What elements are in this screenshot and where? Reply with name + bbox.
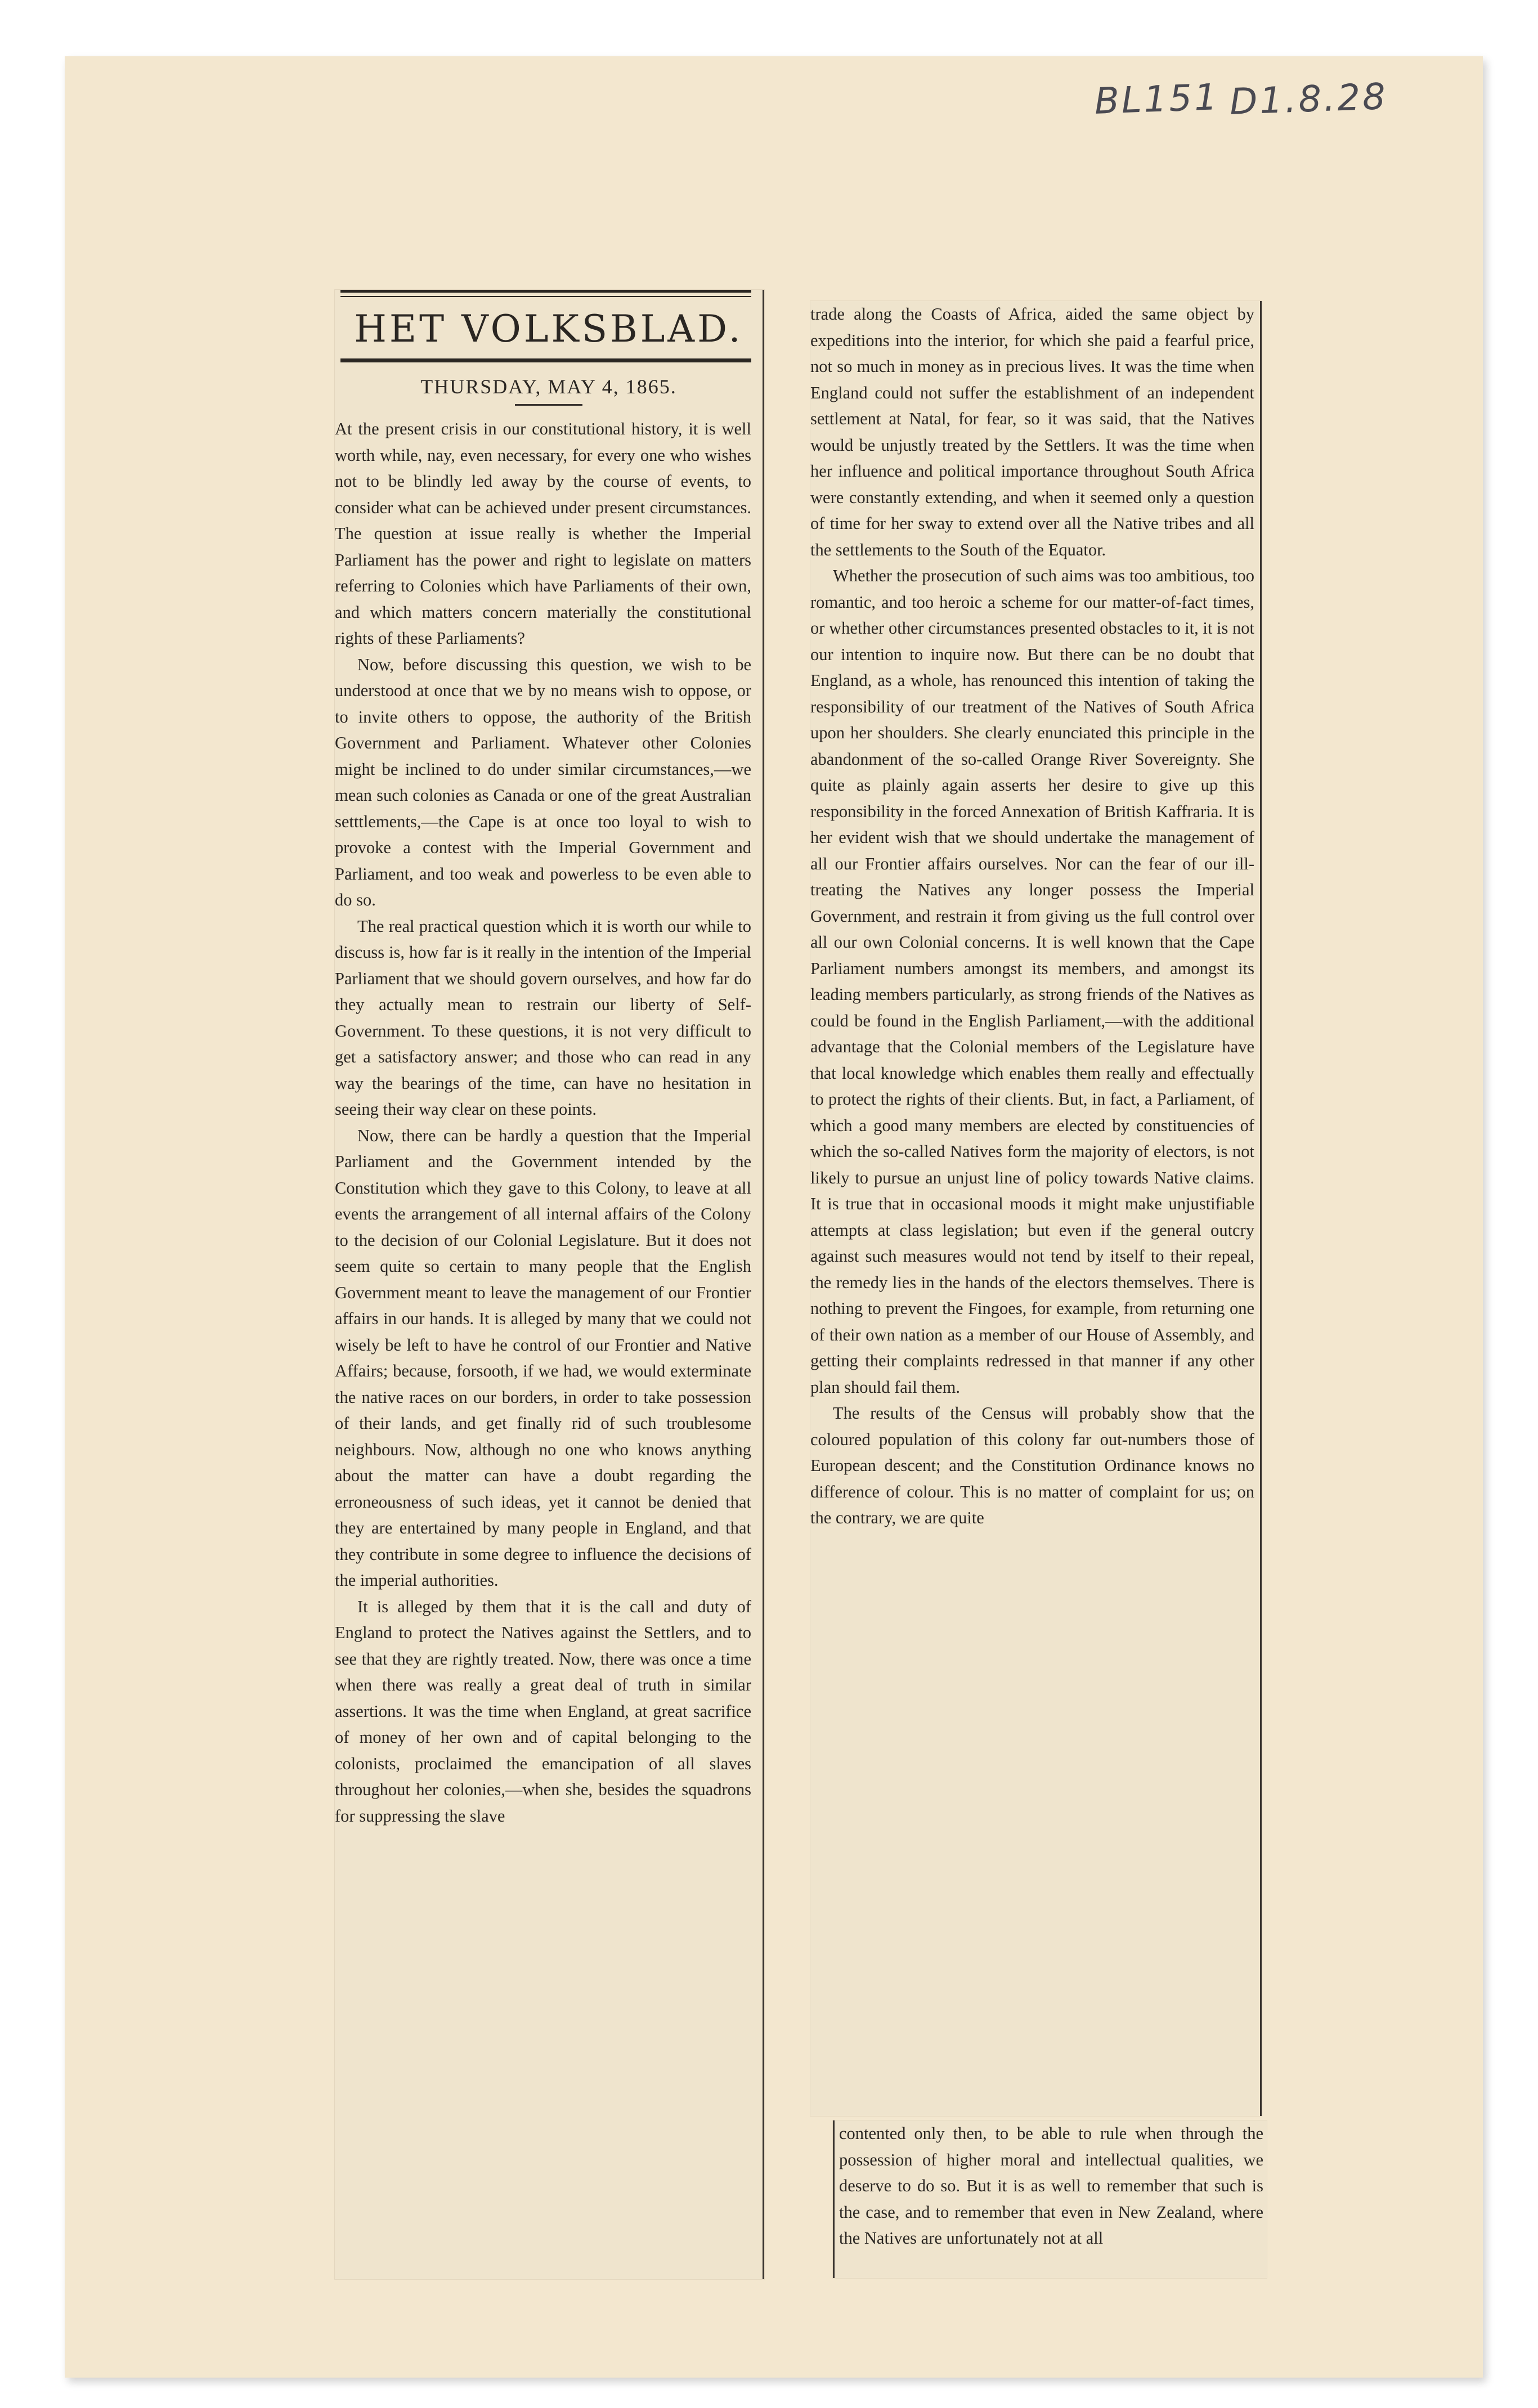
clipping-column-right [810,301,1262,2116]
clipping-column-right-continuation [833,2120,1267,2278]
article-paragraph: trade along the Coasts of Africa, aided the same object by expeditions into the interior, for which she paid a fearful price, not so much in money as in precious lives. It was the time when England could not suffer the establishment of an independent settlement at Natal, for fear, so it was said, that the Natives would be unjustly treated by the Settlers. It was the time when her influence and political importance throughout South Africa were constantly extending, and when it seemed only a question of time for her sway to extend over all the Native tribes and all the settlements to the South of the Equator. [810,304,1254,559]
article-paragraph: It is alleged by them that it is the call and duty of England to protect the Natives against the Settlers, and to see that they are rightly treated. Now, there was once a time when there was really a great deal of truth in similar assertions. It was the time when England, at great sacrifice of money of her own and of capital belonging to the colonists, proclaimed the emancipation of all slaves throughout her colonies,—when she, besides the squadrons for suppressing the slave [335,1597,751,1826]
article-paragraph: Now, before discussing this question, we wish to be understood at once that we by no means wish to oppose, or to invite others to oppose, the authority of the British Government and Parliament. Whatever other Colonies might be inclined to do under similar circumstances,—we mean such colonies as Canada or one of the great Australian setttlements,—the Cape is at once too loyal to wish to provoke a contest with the Imperial Government and Parliament, and too weak and powerless to be even able to do so. [335,654,751,909]
article-paragraph: The real practical question which it is worth our while to discuss is, how far is it really in the intention of the Imperial Parliament that we should govern ourselves, and how far do they actually mean to restrain our liberty of Self-Government. To these questions, it is not very difficult to get a satisfactory answer; and those who can read in any way the bearings of the time, can have no hesitation in seeing their way clear on these points. [335,916,751,1119]
article-paragraph: contented only then, to be able to rule when through the possession of higher moral and intellectual qualities, we deserve to do so. But it is as well to remember that such is the case, and to remember that even in New Zealand, where the Natives are unfortunately not at all [839,2124,1263,2248]
paper-sheet [65,56,1483,2378]
newspaper-masthead: HET VOLKSBLAD. [354,307,743,351]
handwritten-date-reference: D1.8.28 [1228,76,1389,123]
masthead-rule [340,290,751,293]
masthead-rule [340,360,751,362]
dateline-rule [515,404,582,406]
masthead-rule-thin [340,296,751,297]
article-paragraph: Whether the prosecution of such aims was too ambitious, too romantic, and too heroic a scheme for our matter-of-fact times, or whether other circumstances presented obstacles to it, it is not our intention to inquire now. But there can be no doubt that England, as a whole, has renounced this intention of taking the responsibility of our treatment of the Natives of South Africa upon her shoulders. She clearly enunciated this principle in the abandonment of the so-called Orange River Sovereignty. She quite as plainly again asserts her desire to give up this responsibility in the forced Annexation of British Kaffraria. It is her evident wish that we should undertake the management of all our Frontier affairs ourselves. Nor can the fear of our ill-treating the Natives any longer possess the Imperial Government, and restrain it from giving us the full control over all our own Colonial concerns. It is well known that the Cape Parliament numbers amongst its members, and amongst its leading members particularly, as strong friends of the Natives as could be found in the English Parliament,—with the additional advantage that the Colonial members of the Legislature have that local knowledge which enables them really and effectually to protect the rights of their clients. But, in fact, a Parliament, of which a good many members are elected by constituencies of which the so-called Natives form the majority of electors, is not likely to pursue an unjust line of policy towards Native claims. It is true that in occasional moods it might make unjustifiable attempts at class legislation; but even if the general outcry against such measures would not tend by itself to their repeal, the remedy lies in the hands of the electors themselves. There is nothing to prevent the Fingoes, for example, from returning one of their own nation as a member of our House of Assembly, and getting their complaints redressed in that manner if any other plan should fail them. [810,566,1254,1397]
clipping-column-left [335,290,764,2279]
article-paragraph: Now, there can be hardly a question that the Imperial Parliament and the Government intended by the Constitution which they gave to this Colony, to leave at all events the arrangement of all internal affairs of the Colony to the decision of our Colonial Legislature. But it does not seem quite so certain to many people that the English Government meant to leave the management of our Frontier affairs in our hands. It is alleged by many that we could not wisely be left to have he control of our Frontier and Native Affairs; because, forsooth, if we had, we would exterminate the native races on our borders, in order to take possession of their lands, and get finally rid of such troublesome neighbours. Now, although no one who knows anything about the matter can have a doubt regarding the erroneousness of such ideas, yet it cannot be denied that they are entertained by many people in England, and that they contribute in some degree to influence the decisions of the imperial authorities. [335,1125,751,1590]
article-paragraph: At the present crisis in our constitutional history, it is well worth while, nay, even necessary, for every one who wishes not to be blindly led away by the course of events, to consider what can be achieved under present circumstances. The question at issue really is whether the Imperial Parliament has the power and right to legislate on matters referring to Colonies which have Parliaments of their own, and which matters concern materially the constitutional rights of these Parliaments? [335,419,751,648]
article-dateline: THURSDAY, MAY 4, 1865. [420,375,677,398]
handwritten-reference: BL151 [1093,77,1220,123]
article-paragraph: The results of the Census will probably show that the coloured population of this colony far out-numbers those of European descent; and the Constitution Ordinance knows no difference of colour. This is no matter of complaint for us; on the contrary, we are quite [810,1403,1254,1527]
